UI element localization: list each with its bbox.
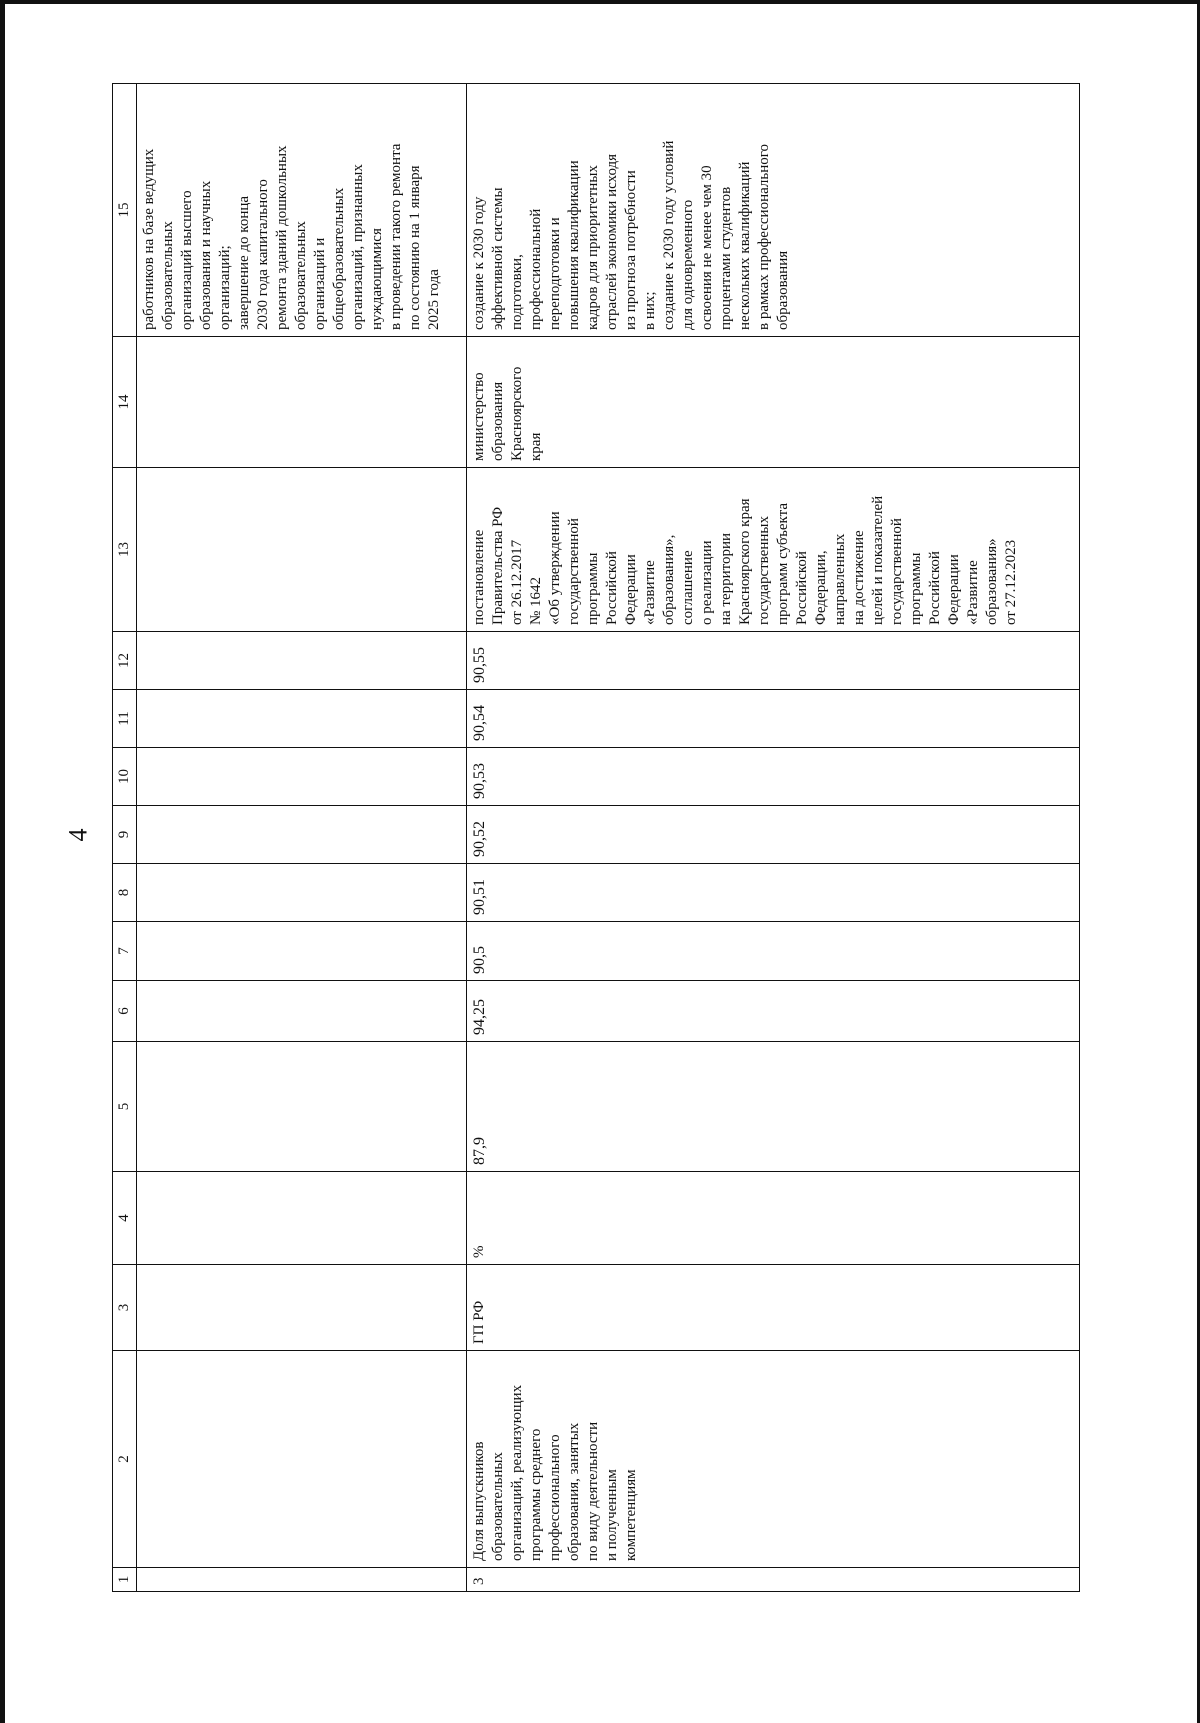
column-number-cell: 8 [113, 864, 137, 922]
value-col-7: 90,5 [467, 922, 1080, 981]
column-number-cell: 12 [113, 632, 137, 690]
column-number-cell: 1 [113, 1568, 137, 1592]
column-number-cell: 10 [113, 748, 137, 806]
continuation-row [137, 84, 467, 1592]
rotated-table-wrapper [112, 84, 1080, 1592]
column-number-cell: 6 [113, 981, 137, 1042]
value-col-11: 90,54 [467, 690, 1080, 748]
column-number-cell: 13 [113, 468, 137, 632]
column-number-cell: 15 [113, 84, 137, 337]
table-row-3 [467, 84, 1080, 1592]
continuation-goal-text: работников на базе ведущих образовательных организаций высшего образования и научных организаций; завершение до конца 2030 года капитального ремонта зданий дошкольных образовательных организаций и общеобразовательных организаций, признанных нуждающимися в проведении такого ремонта по состоянию на 1 января 2025 года [137, 84, 467, 337]
column-number-cell: 7 [113, 922, 137, 981]
value-col-10: 90,53 [467, 748, 1080, 806]
column-number-cell: 14 [113, 337, 137, 468]
page-number: 4 [63, 828, 93, 842]
indicator-name: Доля выпускников образовательных организаций, реализующих программы среднего профессионального образования, занятых по виду деятельности и полученным компетенциям [467, 1351, 1080, 1568]
indicator-unit: % [467, 1172, 1080, 1265]
value-col-12: 90,55 [467, 632, 1080, 690]
column-number-cell: 4 [113, 1172, 137, 1265]
column-number-cell: 5 [113, 1042, 137, 1172]
legal-document-text: постановление Правительства РФ от 26.12.2017 № 1642 «Об утверждении государственной программы Российской Федерации «Развитие образования», соглашение о реализации на территории Красноярского края государственных программ субъекта Российской Федерации, направленных на достижение целей и показателей государственной программы Российской Федерации «Развитие образования» от 27.12.2023 [467, 468, 1080, 632]
column-number-cell: 9 [113, 806, 137, 864]
value-col-9: 90,52 [467, 806, 1080, 864]
indicator-source: ГП РФ [467, 1265, 1080, 1351]
value-col-8: 90,51 [467, 864, 1080, 922]
column-number-header-row [113, 84, 137, 1592]
row-number: 3 [467, 1568, 1080, 1592]
column-number-cell: 3 [113, 1265, 137, 1351]
responsible-body: министерство образования Красноярского края [467, 337, 1080, 468]
page-frame-top [0, 0, 1200, 4]
goal-text: создание к 2030 году эффективной системы подготовки, профессиональной переподготовки и повышения квалификации кадров для приоритетных отраслей экономики исходя из прогноза потребности в них; создание к 2030 году условий для одновременного освоения не менее чем 30 процентами студентов нескольких квалификаций в рамках профессионального образования [467, 84, 1080, 337]
column-number-cell: 11 [113, 690, 137, 748]
indicators-table [112, 83, 1080, 1592]
value-col-6: 94,25 [467, 981, 1080, 1042]
page-frame-left [0, 0, 5, 1723]
column-number-cell: 2 [113, 1351, 137, 1568]
value-col-5: 87,9 [467, 1042, 1080, 1172]
